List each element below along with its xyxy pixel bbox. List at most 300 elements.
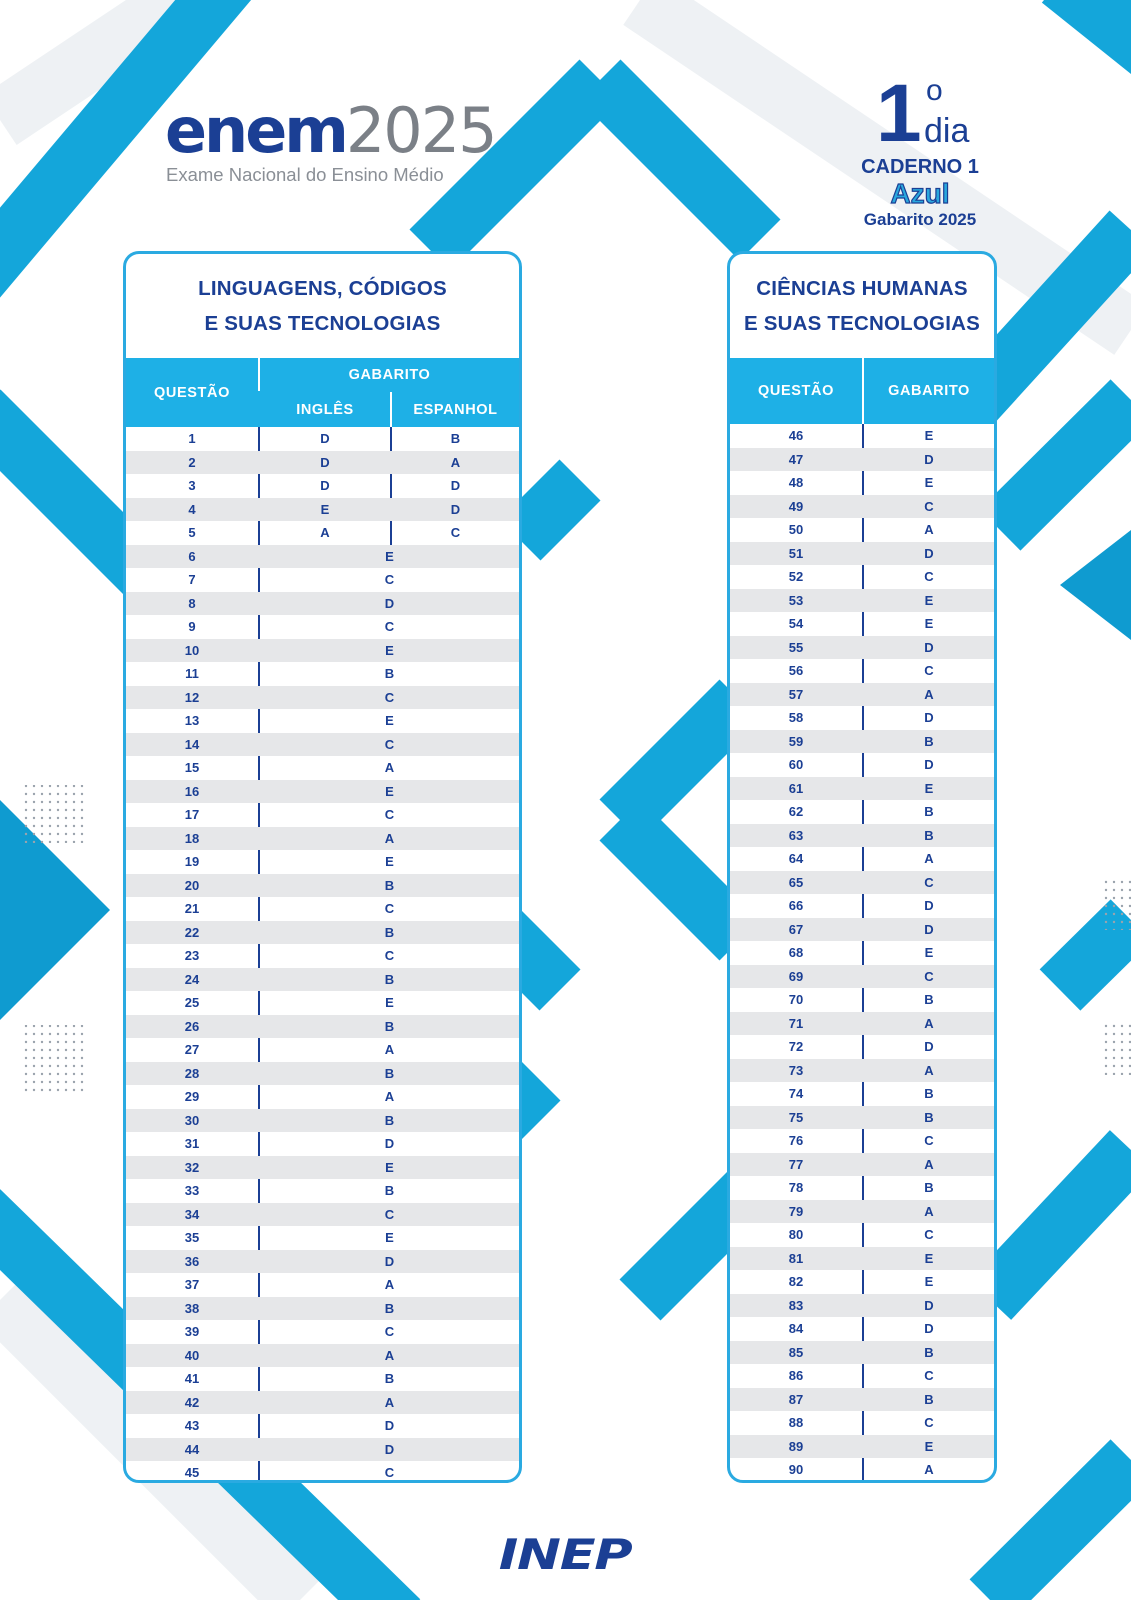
question-number: 53 bbox=[788, 592, 804, 608]
question-number: 8 bbox=[188, 595, 196, 611]
table-row bbox=[126, 1109, 519, 1133]
answer-letter: A bbox=[924, 1203, 934, 1219]
question-number: 72 bbox=[788, 1039, 804, 1055]
question-number: 86 bbox=[788, 1368, 804, 1384]
table-row bbox=[730, 636, 994, 660]
column-header-gabarito: GABARITO bbox=[862, 358, 994, 424]
question-number: 31 bbox=[184, 1136, 200, 1152]
question-number: 41 bbox=[184, 1371, 200, 1387]
answer-letter: C bbox=[384, 619, 395, 635]
question-number: 15 bbox=[184, 760, 200, 776]
table-row bbox=[730, 1035, 994, 1059]
question-number: 85 bbox=[788, 1344, 804, 1360]
panel-title-line1: LINGUAGENS, CÓDIGOS bbox=[198, 277, 447, 300]
answer-letter: B bbox=[924, 992, 934, 1008]
question-number: 74 bbox=[788, 1086, 804, 1102]
table-row bbox=[126, 545, 519, 569]
question-number: 82 bbox=[788, 1274, 804, 1290]
answer-letter: C bbox=[924, 968, 934, 984]
answer-letter: A bbox=[924, 1062, 934, 1078]
table-row bbox=[730, 1435, 994, 1459]
question-number: 25 bbox=[184, 995, 200, 1011]
question-number: 5 bbox=[188, 525, 196, 541]
table-row bbox=[126, 709, 519, 733]
table-row bbox=[126, 1250, 519, 1274]
panel-title-line1: CIÊNCIAS HUMANAS bbox=[756, 277, 968, 300]
table-row bbox=[730, 659, 994, 683]
answer-letter: B bbox=[384, 971, 395, 987]
answer-letter: B bbox=[924, 1344, 934, 1360]
answer-letter: A bbox=[924, 522, 934, 538]
table-row bbox=[730, 777, 994, 801]
question-number: 75 bbox=[788, 1109, 804, 1125]
question-number: 47 bbox=[788, 451, 804, 467]
answer-letter: B bbox=[384, 877, 395, 893]
answer-letter: D bbox=[384, 595, 395, 611]
answer-letter: D bbox=[384, 1418, 395, 1434]
answer-letter: E bbox=[924, 428, 934, 444]
question-number: 43 bbox=[184, 1418, 200, 1434]
question-number: 62 bbox=[788, 804, 804, 820]
table-row bbox=[730, 1129, 994, 1153]
table-row bbox=[126, 1179, 519, 1203]
table-row bbox=[126, 1015, 519, 1039]
question-number: 51 bbox=[788, 545, 804, 561]
question-number: 67 bbox=[788, 921, 804, 937]
table-row bbox=[730, 1012, 994, 1036]
answer-letter: B bbox=[384, 1018, 395, 1034]
panel-title-line2: E SUAS TECNOLOGIAS bbox=[744, 312, 980, 335]
question-number: 49 bbox=[788, 498, 804, 514]
panel-title-line2: E SUAS TECNOLOGIAS bbox=[204, 312, 441, 335]
table-row bbox=[126, 568, 519, 592]
answer-letter: B bbox=[924, 804, 934, 820]
table-row bbox=[126, 639, 519, 663]
answer-letter: E bbox=[385, 995, 394, 1011]
table-row bbox=[126, 1062, 519, 1086]
table-row bbox=[730, 1082, 994, 1106]
inep-logo-text: INEP bbox=[499, 1530, 632, 1579]
answer-letter: C bbox=[384, 901, 395, 917]
answer-espanhol: C bbox=[450, 525, 461, 541]
table-row bbox=[730, 1364, 994, 1388]
table-row bbox=[126, 1156, 519, 1180]
question-number: 27 bbox=[184, 1042, 200, 1058]
caderno-color-label: Azul bbox=[890, 178, 950, 209]
answer-letter: D bbox=[924, 898, 934, 914]
question-number: 29 bbox=[184, 1089, 200, 1105]
answer-letter: C bbox=[924, 1368, 934, 1384]
answer-letter: A bbox=[384, 760, 395, 776]
question-number: 57 bbox=[788, 686, 804, 702]
answer-letter: B bbox=[384, 1112, 395, 1128]
question-number: 6 bbox=[188, 548, 196, 564]
day-info-block bbox=[840, 68, 1000, 232]
column-header-ingles: INGLÊS bbox=[296, 401, 354, 418]
answer-letter: A bbox=[384, 1277, 395, 1293]
table-row bbox=[126, 921, 519, 945]
table-row bbox=[730, 918, 994, 942]
answer-letter: E bbox=[924, 1274, 934, 1290]
question-number: 87 bbox=[788, 1391, 804, 1407]
question-number: 50 bbox=[788, 522, 804, 538]
table-row bbox=[126, 850, 519, 874]
question-number: 14 bbox=[184, 736, 200, 752]
answer-espanhol: A bbox=[450, 454, 461, 470]
answer-letter: D bbox=[924, 1039, 934, 1055]
question-number: 13 bbox=[184, 713, 200, 729]
panel-ciencias-humanas bbox=[727, 251, 997, 1483]
answer-letter: A bbox=[384, 1394, 395, 1410]
answer-letter: E bbox=[385, 642, 394, 658]
table-row bbox=[730, 565, 994, 589]
table-row bbox=[126, 615, 519, 639]
answer-letter: E bbox=[385, 548, 394, 564]
day-ordinal: o bbox=[926, 74, 943, 107]
logo-subtitle: Exame Nacional do Ensino Médio bbox=[166, 164, 444, 185]
day-number: 1 bbox=[876, 68, 918, 159]
answer-letter: C bbox=[384, 1324, 395, 1340]
answer-letter: B bbox=[384, 1065, 395, 1081]
question-number: 35 bbox=[184, 1230, 200, 1246]
answer-letter: D bbox=[384, 1136, 395, 1152]
table-row bbox=[126, 1038, 519, 1062]
question-number: 40 bbox=[184, 1347, 200, 1363]
answer-letter: D bbox=[384, 1253, 395, 1269]
table-row bbox=[126, 1297, 519, 1321]
question-number: 20 bbox=[184, 877, 200, 893]
table-row bbox=[730, 495, 994, 519]
table-row bbox=[730, 1200, 994, 1224]
answer-letter: E bbox=[924, 1250, 934, 1266]
question-number: 63 bbox=[788, 827, 804, 843]
table-row bbox=[730, 871, 994, 895]
question-number: 55 bbox=[788, 639, 804, 655]
answer-letter: E bbox=[924, 616, 934, 632]
question-number: 17 bbox=[184, 807, 200, 823]
table-row bbox=[730, 894, 994, 918]
answer-letter: D bbox=[924, 451, 934, 467]
column-header-gabarito: GABARITO bbox=[258, 358, 519, 391]
table-row bbox=[126, 897, 519, 921]
answer-letter: D bbox=[924, 757, 934, 773]
answer-letter: D bbox=[924, 1297, 934, 1313]
answer-letter: E bbox=[924, 592, 934, 608]
answer-letter: B bbox=[924, 733, 934, 749]
question-number: 61 bbox=[788, 780, 804, 796]
table-row bbox=[126, 1391, 519, 1415]
question-number: 23 bbox=[184, 948, 200, 964]
table-header bbox=[126, 358, 519, 427]
table-row bbox=[126, 1226, 519, 1250]
enem-logo bbox=[165, 94, 496, 186]
question-number: 22 bbox=[184, 924, 200, 940]
table-row bbox=[126, 592, 519, 616]
answer-letter: B bbox=[384, 1300, 395, 1316]
answer-letter: C bbox=[384, 572, 395, 588]
table-row bbox=[126, 1320, 519, 1344]
answer-letter: A bbox=[384, 1347, 395, 1363]
table-row bbox=[126, 1438, 519, 1462]
answer-letter: D bbox=[924, 710, 934, 726]
answer-letter: A bbox=[924, 851, 934, 867]
table-row bbox=[730, 589, 994, 613]
answer-letter: D bbox=[384, 1441, 395, 1457]
answer-letter: C bbox=[384, 948, 395, 964]
logo-year-text: 2025 bbox=[345, 94, 496, 167]
day-word: dia bbox=[924, 112, 970, 150]
answer-letter: A bbox=[384, 1089, 395, 1105]
answer-letter: C bbox=[384, 736, 395, 752]
answer-letter: A bbox=[924, 1462, 934, 1478]
table-row bbox=[730, 1176, 994, 1200]
question-number: 11 bbox=[185, 666, 199, 682]
question-number: 77 bbox=[788, 1156, 804, 1172]
question-number: 30 bbox=[184, 1112, 200, 1128]
answer-ingles: D bbox=[320, 454, 330, 470]
answer-letter: B bbox=[384, 1371, 395, 1387]
question-number: 71 bbox=[788, 1015, 804, 1031]
answer-letter: E bbox=[385, 1230, 394, 1246]
question-number: 18 bbox=[184, 830, 200, 846]
answer-letter: C bbox=[924, 663, 934, 679]
table-row bbox=[730, 753, 994, 777]
question-number: 84 bbox=[788, 1321, 804, 1337]
panel-title bbox=[730, 254, 994, 358]
question-number: 39 bbox=[184, 1324, 200, 1340]
answer-letter: E bbox=[924, 945, 934, 961]
question-number: 9 bbox=[188, 619, 196, 635]
question-number: 88 bbox=[788, 1415, 804, 1431]
column-header-espanhol: ESPANHOL bbox=[390, 392, 519, 427]
question-number: 68 bbox=[788, 945, 804, 961]
table-row bbox=[730, 1153, 994, 1177]
answer-ingles: D bbox=[320, 431, 330, 447]
table-row bbox=[730, 941, 994, 965]
question-number: 78 bbox=[788, 1180, 804, 1196]
answer-letter: D bbox=[924, 545, 934, 561]
table-row bbox=[730, 1341, 994, 1365]
table-row bbox=[126, 874, 519, 898]
table-row bbox=[126, 968, 519, 992]
question-number: 32 bbox=[184, 1159, 200, 1175]
question-number: 26 bbox=[184, 1018, 200, 1034]
table-row bbox=[730, 1411, 994, 1435]
answer-letter: A bbox=[384, 830, 395, 846]
answer-table-body bbox=[730, 424, 994, 1482]
table-row bbox=[126, 756, 519, 780]
inep-logo bbox=[0, 1530, 1131, 1579]
question-number: 69 bbox=[788, 968, 804, 984]
answer-letter: E bbox=[385, 783, 394, 799]
question-number: 46 bbox=[788, 428, 804, 444]
table-row bbox=[730, 1317, 994, 1341]
table-row bbox=[730, 1106, 994, 1130]
question-number: 79 bbox=[788, 1203, 804, 1219]
table-row bbox=[730, 824, 994, 848]
table-row bbox=[730, 1247, 994, 1271]
answer-letter: A bbox=[924, 1156, 934, 1172]
question-number: 1 bbox=[188, 431, 196, 447]
panel-title bbox=[126, 254, 519, 358]
question-number: 38 bbox=[184, 1300, 200, 1316]
table-row bbox=[126, 1085, 519, 1109]
question-number: 44 bbox=[184, 1441, 200, 1457]
answer-letter: C bbox=[924, 1133, 934, 1149]
answer-table-body bbox=[126, 427, 519, 1483]
answer-letter: C bbox=[924, 498, 934, 514]
caderno-label: CADERNO 1 bbox=[861, 156, 979, 178]
table-row bbox=[126, 1203, 519, 1227]
answer-letter: E bbox=[924, 475, 934, 491]
table-row bbox=[126, 780, 519, 804]
question-number: 16 bbox=[184, 783, 200, 799]
answer-letter: B bbox=[924, 1086, 934, 1102]
table-row bbox=[126, 451, 519, 475]
answer-ingles: A bbox=[320, 525, 330, 541]
table-row bbox=[730, 448, 994, 472]
table-row bbox=[126, 521, 519, 545]
answer-letter: B bbox=[924, 1109, 934, 1125]
table-row bbox=[126, 944, 519, 968]
question-number: 33 bbox=[184, 1183, 200, 1199]
table-row bbox=[730, 1059, 994, 1083]
question-number: 42 bbox=[184, 1394, 200, 1410]
question-number: 2 bbox=[188, 454, 196, 470]
answer-letter: B bbox=[924, 827, 934, 843]
answer-letter: A bbox=[924, 686, 934, 702]
answer-letter: C bbox=[384, 689, 395, 705]
table-row bbox=[730, 988, 994, 1012]
table-row bbox=[126, 1414, 519, 1438]
question-number: 45 bbox=[184, 1465, 200, 1481]
table-row bbox=[730, 1223, 994, 1247]
answer-letter: A bbox=[384, 1042, 395, 1058]
table-row bbox=[126, 686, 519, 710]
panel-linguagens bbox=[123, 251, 522, 1483]
question-number: 81 bbox=[788, 1250, 804, 1266]
answer-letter: B bbox=[924, 1180, 934, 1196]
question-number: 64 bbox=[788, 851, 804, 867]
answer-espanhol: B bbox=[450, 431, 461, 447]
question-number: 28 bbox=[184, 1065, 200, 1081]
table-row bbox=[730, 612, 994, 636]
answer-letter: D bbox=[924, 1321, 934, 1337]
answer-ingles: E bbox=[320, 501, 330, 517]
answer-letter: B bbox=[384, 924, 395, 940]
table-row bbox=[126, 474, 519, 498]
table-row bbox=[126, 1132, 519, 1156]
answer-letter: E bbox=[385, 713, 394, 729]
table-row bbox=[730, 518, 994, 542]
answer-letter: B bbox=[384, 666, 395, 682]
table-row bbox=[126, 427, 519, 451]
question-number: 65 bbox=[788, 874, 804, 890]
question-number: 12 bbox=[184, 689, 200, 705]
answer-letter: A bbox=[924, 1015, 934, 1031]
question-number: 3 bbox=[188, 478, 196, 494]
table-row bbox=[126, 498, 519, 522]
column-header-questao: QUESTÃO bbox=[758, 383, 834, 399]
column-header-questao: QUESTÃO bbox=[154, 384, 230, 401]
table-row bbox=[126, 991, 519, 1015]
table-row bbox=[730, 1458, 994, 1482]
question-number: 19 bbox=[184, 854, 200, 870]
question-number: 80 bbox=[788, 1227, 804, 1243]
answer-letter: C bbox=[924, 569, 934, 585]
question-number: 90 bbox=[788, 1462, 804, 1478]
table-row bbox=[730, 965, 994, 989]
table-row bbox=[730, 1294, 994, 1318]
question-number: 73 bbox=[788, 1062, 804, 1078]
table-row bbox=[730, 424, 994, 448]
table-row bbox=[730, 730, 994, 754]
answer-letter: C bbox=[384, 1465, 395, 1481]
table-header bbox=[730, 358, 994, 424]
table-row bbox=[126, 1344, 519, 1368]
question-number: 60 bbox=[788, 757, 804, 773]
table-row bbox=[126, 662, 519, 686]
answer-letter: C bbox=[924, 1415, 934, 1431]
table-row bbox=[730, 1270, 994, 1294]
table-row bbox=[126, 1273, 519, 1297]
table-row bbox=[126, 733, 519, 757]
answer-letter: C bbox=[924, 1227, 934, 1243]
answer-letter: E bbox=[924, 780, 934, 796]
question-number: 56 bbox=[788, 663, 804, 679]
question-number: 34 bbox=[184, 1206, 200, 1222]
answer-ingles: D bbox=[320, 478, 330, 494]
answer-letter: B bbox=[384, 1183, 395, 1199]
answer-espanhol: D bbox=[450, 478, 461, 494]
table-row bbox=[730, 847, 994, 871]
answer-letter: D bbox=[924, 921, 934, 937]
question-number: 4 bbox=[188, 501, 196, 517]
question-number: 66 bbox=[788, 898, 804, 914]
question-number: 48 bbox=[788, 475, 804, 491]
answer-letter: E bbox=[385, 1159, 394, 1175]
table-row bbox=[730, 471, 994, 495]
question-number: 7 bbox=[188, 572, 196, 588]
table-row bbox=[730, 800, 994, 824]
answer-letter: C bbox=[384, 1206, 395, 1222]
answer-letter: C bbox=[924, 874, 934, 890]
table-row bbox=[730, 706, 994, 730]
question-number: 58 bbox=[788, 710, 804, 726]
gabarito-year-label: Gabarito 2025 bbox=[863, 210, 977, 229]
question-number: 59 bbox=[788, 733, 804, 749]
question-number: 70 bbox=[788, 992, 804, 1008]
table-row bbox=[730, 1388, 994, 1412]
answer-espanhol: D bbox=[450, 501, 461, 517]
question-number: 54 bbox=[788, 616, 804, 632]
question-number: 83 bbox=[788, 1297, 804, 1313]
question-number: 37 bbox=[184, 1277, 200, 1293]
table-row bbox=[126, 827, 519, 851]
table-row bbox=[126, 1461, 519, 1483]
table-row bbox=[730, 683, 994, 707]
answer-letter: E bbox=[385, 854, 394, 870]
table-row bbox=[126, 1367, 519, 1391]
question-number: 10 bbox=[184, 642, 200, 658]
answer-letter: E bbox=[924, 1438, 934, 1454]
question-number: 76 bbox=[788, 1133, 804, 1149]
question-number: 89 bbox=[788, 1438, 804, 1454]
answer-letter: C bbox=[384, 807, 395, 823]
table-row bbox=[730, 542, 994, 566]
answer-letter: B bbox=[924, 1391, 934, 1407]
table-row bbox=[126, 803, 519, 827]
